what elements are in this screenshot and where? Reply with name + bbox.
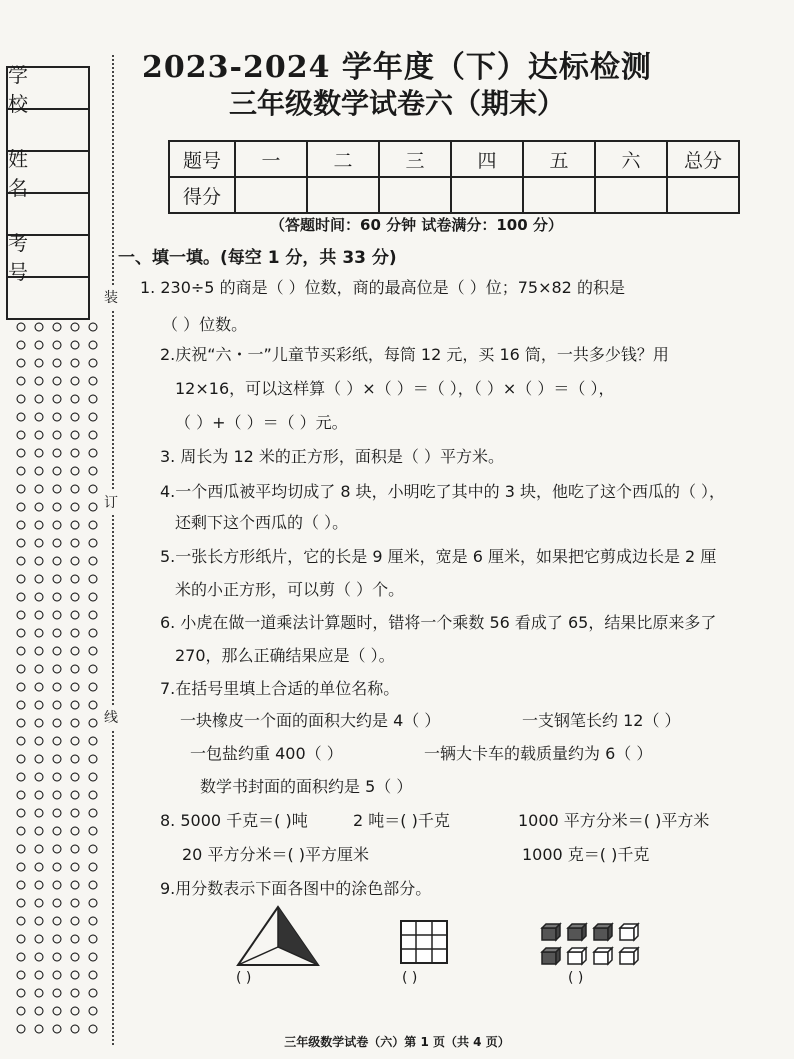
score-header-cell: 六 — [595, 141, 667, 177]
score-cell[interactable] — [451, 177, 523, 213]
section-one-heading: 一、填一填。(每空 1 分，共 33 分) — [118, 248, 397, 268]
cube-shaded — [542, 948, 560, 964]
score-header-cell: 四 — [451, 141, 523, 177]
score-header-cell: 一 — [235, 141, 307, 177]
grid-outline — [401, 921, 447, 963]
exam-subtitle: 三年级数学试卷六（期末） — [228, 87, 565, 120]
name-label: 姓 名 — [8, 152, 88, 194]
cube-empty — [620, 948, 638, 964]
binding-char-ding: 订 — [104, 490, 118, 514]
question-7-heading: 7.在括号里填上合适的单位名称。 — [160, 679, 400, 698]
question-7-item-c: 一包盐约重 400（ ） — [190, 744, 343, 763]
question-8-item-d: 20 平方分米＝( )平方厘米 — [182, 845, 370, 864]
grid-figure — [400, 920, 448, 964]
school-label: 学 校 — [8, 68, 88, 110]
score-header-cell: 总分 — [667, 141, 739, 177]
cube-shaded — [568, 924, 586, 940]
question-8-item-a: 8. 5000 千克＝( )吨 — [160, 811, 308, 830]
question-7-item-e: 数学书封面的面积约是 5（ ） — [200, 777, 413, 796]
score-table — [168, 140, 740, 214]
exam-time-info: （答题时间：60 分钟 试卷满分：100 分） — [270, 216, 563, 234]
score-table-score-row — [169, 177, 739, 213]
question-7-item-a: 一块橡皮一个面的面积大约是 4（ ） — [180, 711, 441, 730]
question-7-item-b: 一支钢笔长约 12（ ） — [522, 711, 681, 730]
page-footer: 三年级数学试卷（六）第 1 页（共 4 页） — [284, 1035, 510, 1049]
question-8-item-b: 2 吨＝( )千克 — [353, 811, 450, 830]
question-3: 3. 周长为 12 米的正方形，面积是（ ）平方米。 — [160, 447, 504, 466]
score-cell[interactable] — [667, 177, 739, 213]
question-2-line-2: 12×16，可以这样算（ ）×（ ）＝（ ），（ ）×（ ）＝（ ）， — [175, 379, 615, 398]
score-table-header-row — [169, 141, 739, 177]
question-7-item-d: 一辆大卡车的载质量约为 6（ ） — [424, 744, 653, 763]
question-6-line-1: 6. 小虎在做一道乘法计算题时，错将一个乘数 56 看成了 65，结果比原来多了 — [160, 613, 717, 632]
score-row-label: 得分 — [169, 177, 235, 213]
answer-paren-fig3[interactable]: ( ) — [568, 970, 584, 986]
cube-shaded — [542, 924, 560, 940]
question-5-line-2: 米的小正方形，可以剪（ ）个。 — [175, 580, 405, 599]
question-4-line-1: 4.一个西瓜被平均切成了 8 块，小明吃了其中的 3 块，他吃了这个西瓜的（ ）， — [160, 482, 726, 501]
score-cell[interactable] — [595, 177, 667, 213]
question-8-item-e: 1000 克＝( )千克 — [522, 845, 650, 864]
score-cell[interactable] — [523, 177, 595, 213]
binding-holes-pattern — [12, 318, 102, 1038]
score-header-cell: 二 — [307, 141, 379, 177]
question-2-line-1: 2.庆祝“六・一”儿童节买彩纸，每筒 12 元，买 16 筒，一共多少钱？用 — [160, 345, 669, 364]
score-header-cell: 题号 — [169, 141, 235, 177]
score-cell[interactable] — [307, 177, 379, 213]
question-5-line-1: 5.一张长方形纸片，它的长是 9 厘米，宽是 6 厘米，如果把它剪成边长是 2 厘 — [160, 547, 717, 566]
answer-paren-fig1[interactable]: ( ) — [236, 970, 252, 986]
question-2-line-3: （ ）+（ ）＝（ ）元。 — [175, 413, 348, 432]
cube-empty — [620, 924, 638, 940]
cube-empty — [568, 948, 586, 964]
cube-empty — [594, 948, 612, 964]
score-cell[interactable] — [235, 177, 307, 213]
question-1-line-2: （ ）位数。 — [162, 315, 248, 334]
exam-title: 2023-2024 学年度（下）达标检测 — [142, 50, 652, 85]
exam-number-label: 考 号 — [8, 236, 88, 278]
triangle-figure — [236, 905, 320, 967]
question-8-item-c: 1000 平方分米＝( )平方米 — [518, 811, 710, 830]
question-9-heading: 9.用分数表示下面各图中的涂色部分。 — [160, 879, 432, 898]
answer-paren-fig2[interactable]: ( ) — [402, 970, 418, 986]
binding-char-zhuang: 装 — [104, 285, 118, 309]
question-4-line-2: 还剩下这个西瓜的（ ）。 — [175, 513, 349, 532]
score-cell[interactable] — [379, 177, 451, 213]
cube-shaded — [594, 924, 612, 940]
score-header-cell: 五 — [523, 141, 595, 177]
score-header-cell: 三 — [379, 141, 451, 177]
cubes-figure — [540, 922, 644, 968]
binding-char-xian: 线 — [104, 705, 118, 729]
binding-dotted-line — [112, 55, 114, 1045]
question-1-line-1: 1. 230÷5 的商是（ ）位数，商的最高位是（ ）位；75×82 的积是 — [140, 278, 625, 297]
question-6-line-2: 270，那么正确结果应是（ ）。 — [175, 646, 395, 665]
